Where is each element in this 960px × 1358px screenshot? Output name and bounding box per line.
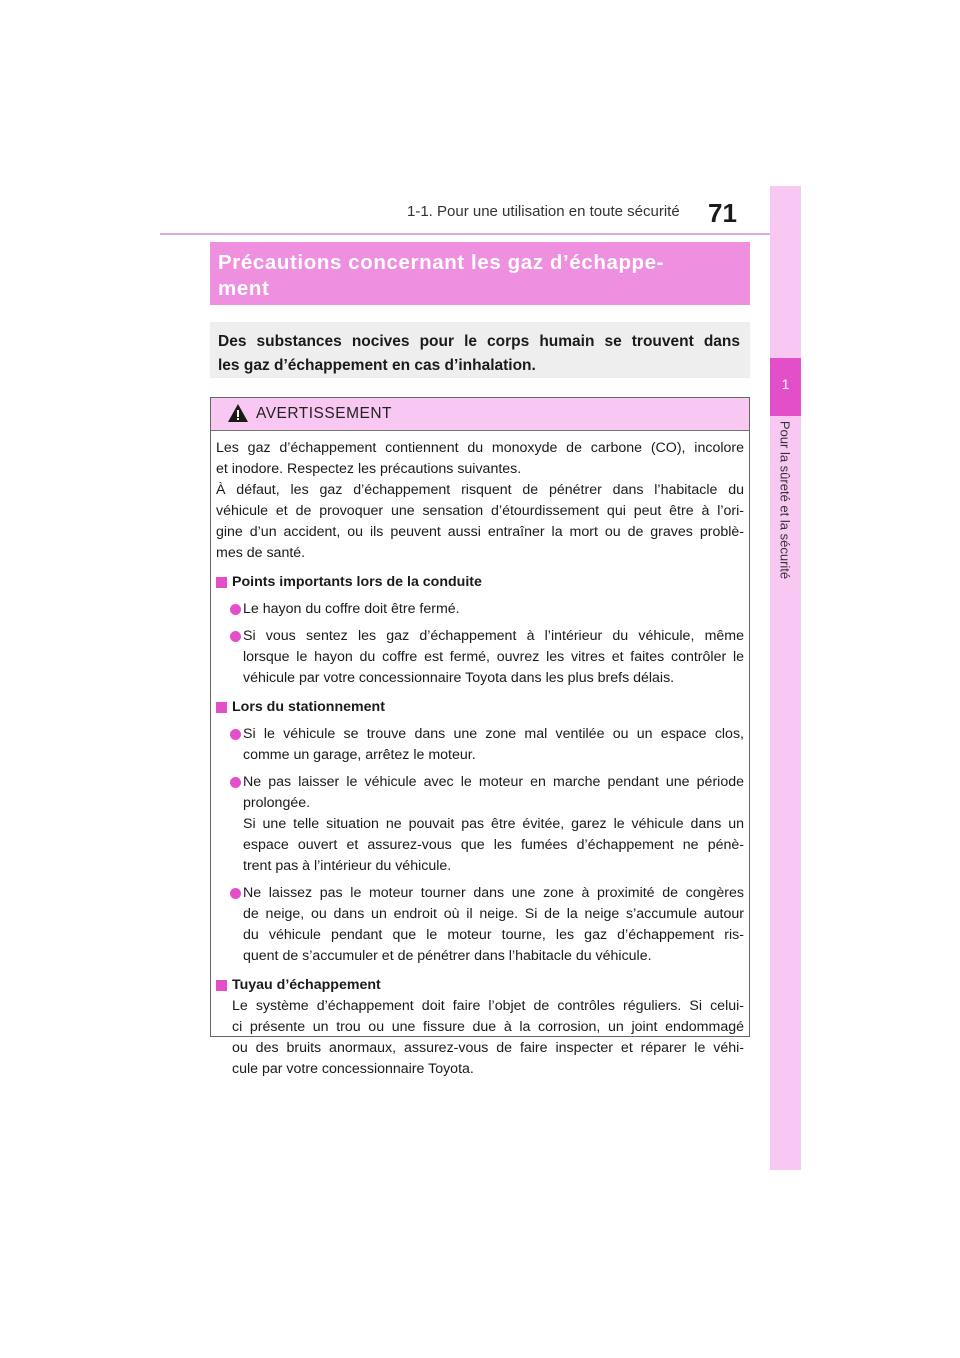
text-line: véhicule et de provoquer une sensation d’étourdissement qui peut être à l’ori-: [216, 503, 744, 519]
running-head: 1-1. Pour une utilisation en toute sécurité: [407, 203, 680, 220]
text-line: ou des bruits anormaux, assurez-vous de faire inspecter et réparer le véhi-: [232, 1040, 744, 1056]
subsection-heading-text: Lors du stationnement: [232, 699, 385, 715]
text-line: Ne laissez pas le moteur tourner dans une zone à proximité de congères: [243, 885, 744, 901]
section-title-line: ment: [218, 277, 270, 300]
text-line: Ne pas laisser le véhicule avec le moteur en marche pendant une période: [243, 774, 744, 790]
subsection-text: [216, 996, 744, 1080]
header-rule: [160, 233, 801, 235]
text-line: gine d’un accident, ou ils peuvent aussi entraîner la mort ou de graves problè-: [216, 524, 744, 540]
intro-text: [218, 330, 740, 378]
subsection-heading: [216, 975, 744, 996]
square-bullet-icon: [216, 577, 227, 588]
page-number: 71: [708, 198, 737, 228]
intro-line: les gaz d’échappement en cas d’inhalation.: [218, 357, 536, 374]
text-line: et inodore. Respectez les précautions suivantes.: [216, 461, 522, 477]
intro-box: [210, 322, 750, 378]
section-title: [218, 250, 740, 302]
warning-intro: [216, 438, 744, 564]
section-title-box: [210, 242, 750, 305]
text-line: À défaut, les gaz d’échappement risquent de pénétrer dans l’habitacle du: [216, 482, 744, 498]
square-bullet-icon: [216, 980, 227, 991]
chapter-side-tab: [770, 186, 801, 1170]
text-line: Le hayon du coffre doit être fermé.: [243, 601, 460, 617]
subsection-heading-text: Tuyau d’échappement: [232, 977, 381, 993]
text-line: véhicule par votre concessionnaire Toyota dans les plus brefs délais.: [243, 670, 675, 686]
text-line: Le système d’échappement doit faire l’objet de contrôles réguliers. Si celui-: [232, 998, 744, 1014]
bullet-item: [216, 883, 744, 967]
subsection-heading: [216, 572, 744, 593]
square-bullet-icon: [216, 702, 227, 713]
text-line: Si le véhicule se trouve dans une zone mal ventilée ou un espace clos,: [243, 726, 744, 742]
bullet-item: [216, 772, 744, 877]
text-line: de neige, ou dans un endroit où il neige. Si de la neige s’accumule autour: [243, 906, 744, 922]
text-line: Si vous sentez les gaz d’échappement à l’intérieur du véhicule, même: [243, 628, 744, 644]
text-line: ci présente un trou ou une fissure due à la corrosion, un joint endommagé: [232, 1019, 744, 1035]
section-title-line: Précautions concernant les gaz d’échappe-: [218, 251, 665, 274]
round-bullet-icon: [230, 604, 241, 615]
warning-title: AVERTISSEMENT: [256, 405, 392, 422]
chapter-number: 1: [781, 376, 790, 392]
text-line: Les gaz d’échappement contiennent du monoxyde de carbone (CO), incolore: [216, 440, 744, 456]
text-line: Si une telle situation ne pouvait pas être évitée, garez le véhicule dans un: [243, 816, 744, 832]
round-bullet-icon: [230, 777, 241, 788]
warning-box: [210, 397, 750, 1077]
text-line: cule par votre concessionnaire Toyota.: [232, 1061, 474, 1077]
text-line: mes de santé.: [216, 545, 306, 561]
chapter-title: Pour la sûreté et la sécurité: [777, 420, 793, 580]
round-bullet-icon: [230, 631, 241, 642]
round-bullet-icon: [230, 888, 241, 899]
text-line: comme un garage, arrêtez le moteur.: [243, 747, 476, 763]
bullet-item: [216, 724, 744, 766]
text-line: espace ouvert et assurez-vous que les fumées d’échappement ne pénè-: [243, 837, 744, 853]
subsection-heading: [216, 697, 744, 718]
text-line: du véhicule pendant que le moteur tourne, les gaz d’échappement ris-: [243, 927, 744, 943]
round-bullet-icon: [230, 729, 241, 740]
text-line: lorsque le hayon du coffre est fermé, ouvrez les vitres et faites contrôler le: [243, 649, 744, 665]
text-line: prolongée.: [243, 795, 311, 811]
warning-body: [216, 438, 744, 1080]
bullet-item: [216, 599, 744, 620]
text-line: quent de s’accumuler et de pénétrer dans l’habitacle du véhicule.: [243, 948, 652, 964]
warning-header: [211, 398, 749, 431]
subsection-heading-text: Points importants lors de la conduite: [232, 574, 482, 590]
warning-triangle-icon: [227, 403, 249, 423]
bullet-item: [216, 626, 744, 689]
intro-line: Des substances nocives pour le corps humain se trouvent dans: [218, 333, 740, 350]
text-line: trent pas à l’intérieur du véhicule.: [243, 858, 452, 874]
